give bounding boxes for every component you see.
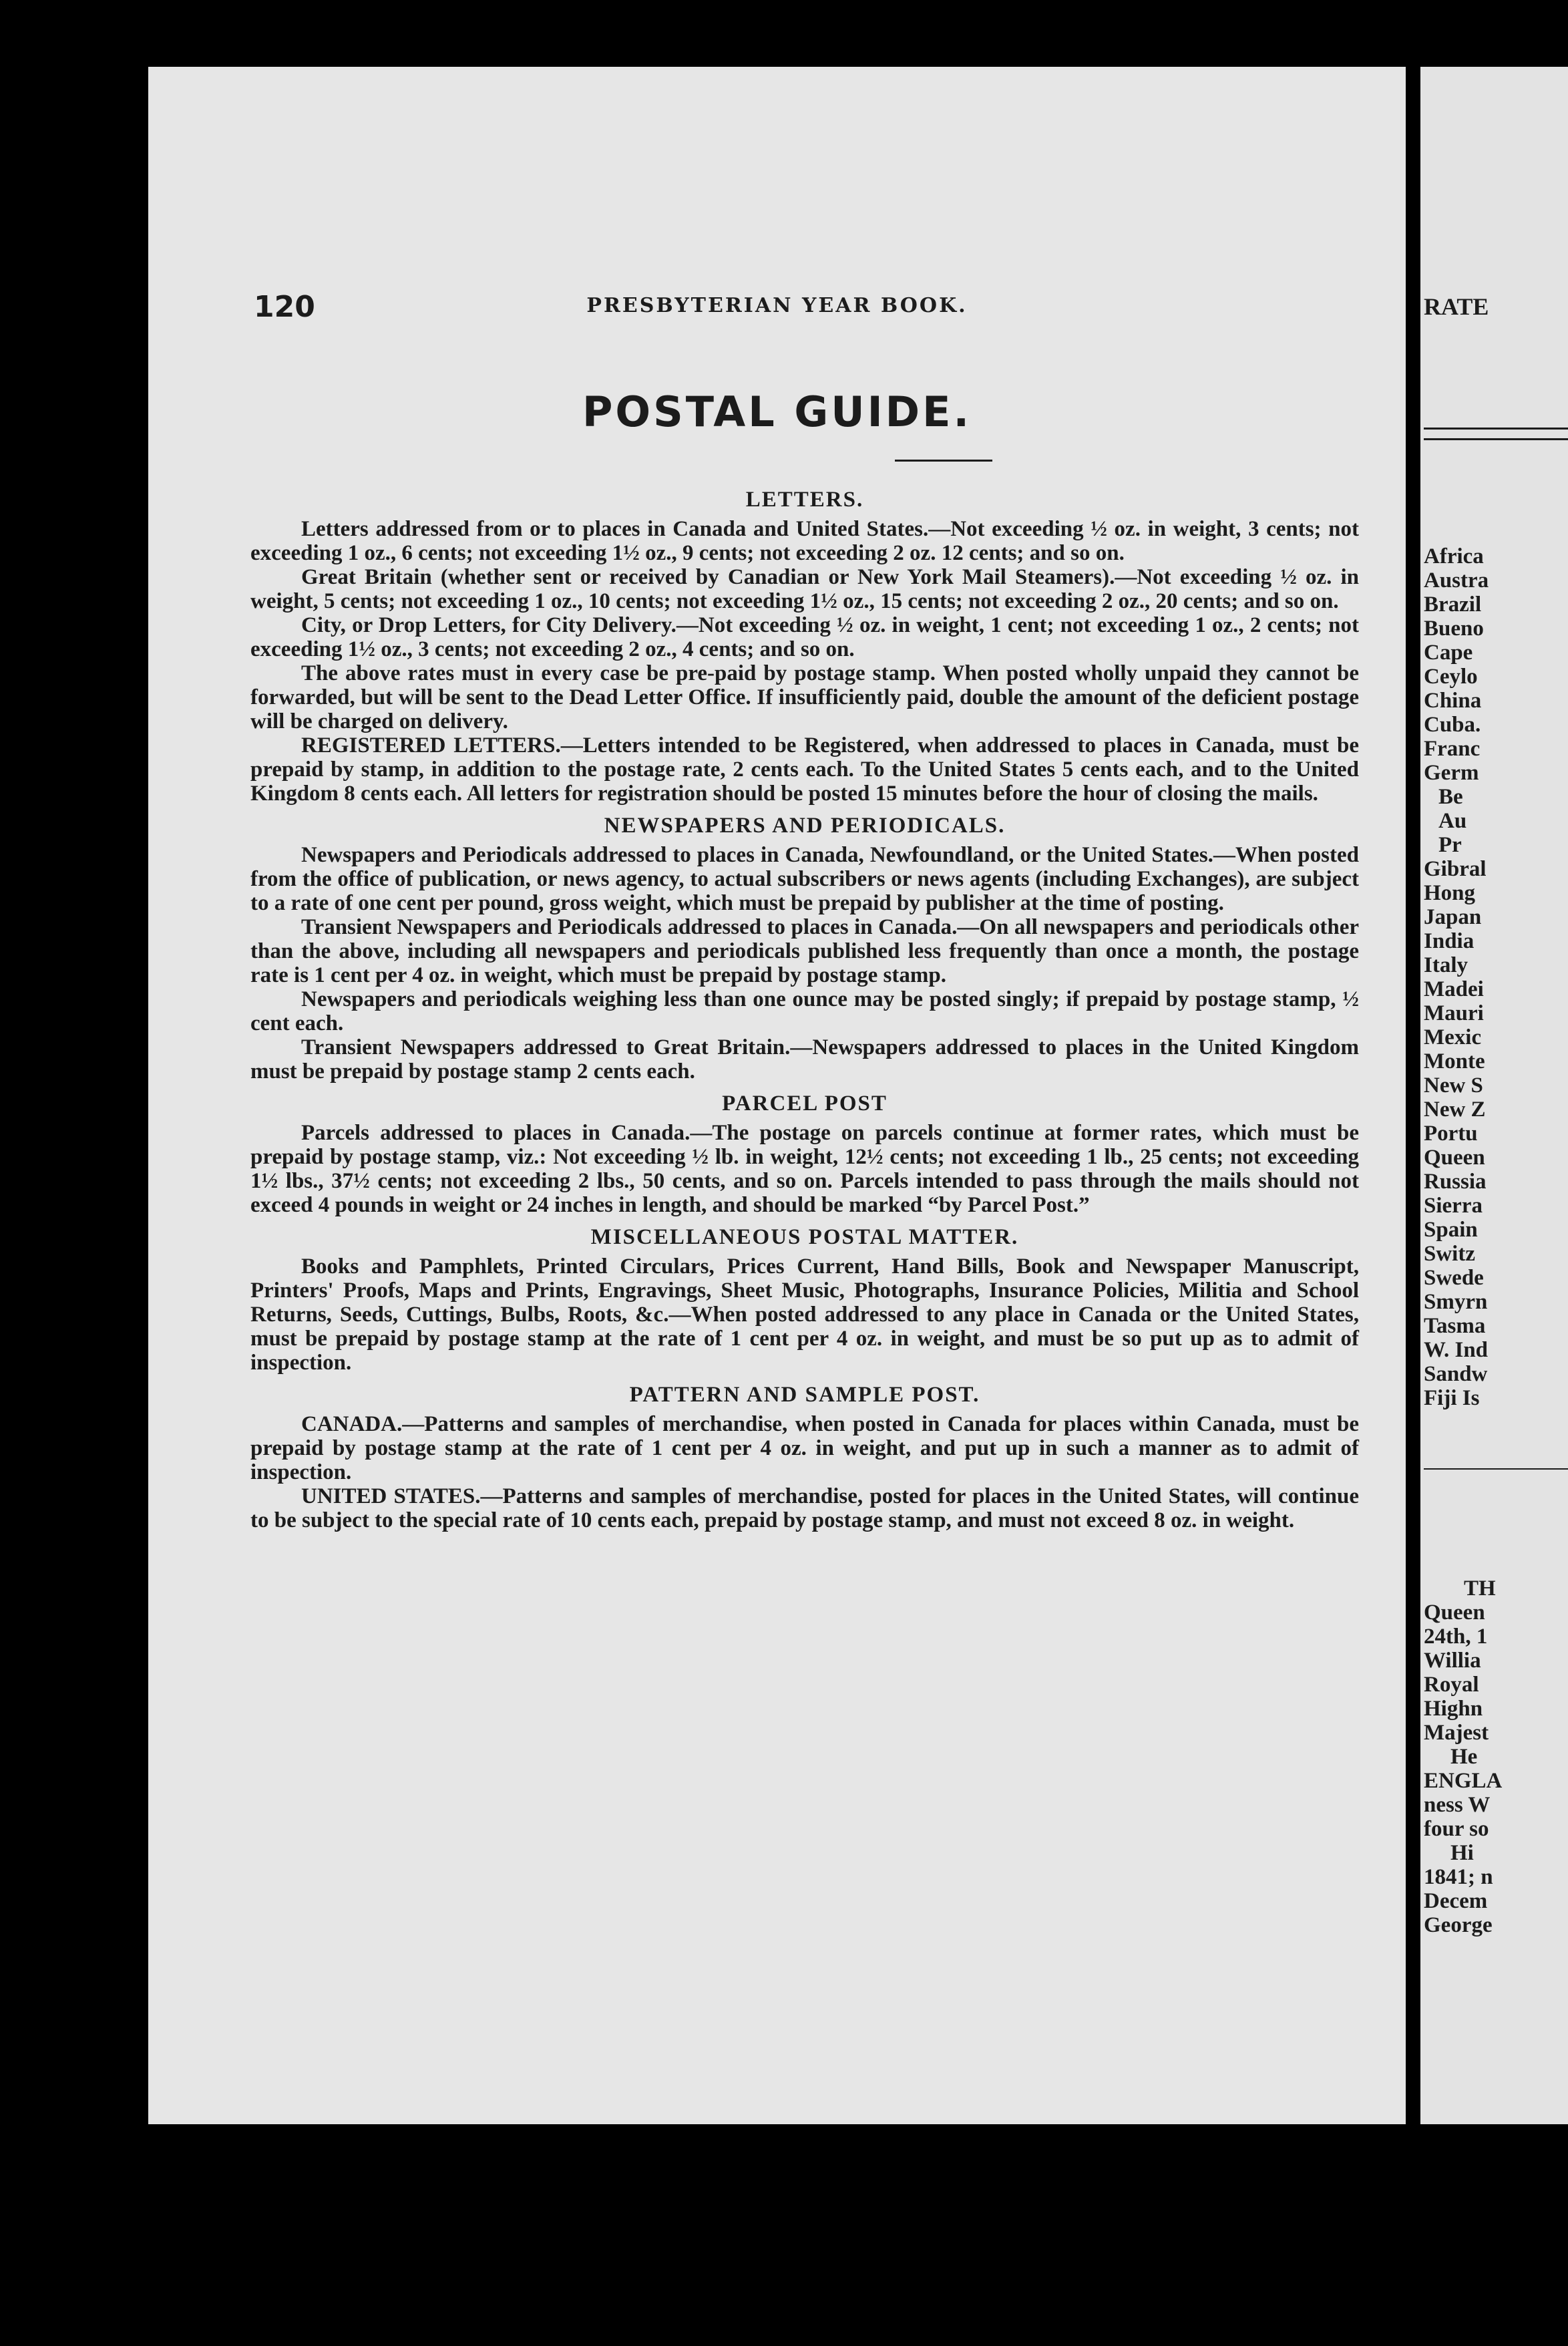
text-line: Queen [1424,1601,1485,1625]
list-item: Austra [1424,568,1489,593]
text-line: Decem [1424,1889,1488,1913]
paragraph: Newspapers and Periodicals addressed to places in Canada, Newfoundland, or the United States.—When posted from the office of publication, or news agency, to actual subscribers or news agents (including Exchanges), are subject to a rate of one cent per pound, gross weight, which must be prepaid by publisher at the time of posting. [250,843,1359,915]
text-line: ENGLA [1424,1769,1503,1793]
list-item: Japan [1424,905,1482,929]
right-page [1420,67,1568,2124]
section-heading-newspapers: NEWSPAPERS AND PERIODICALS. [604,814,1006,838]
list-item: Africa [1424,544,1484,568]
double-rule-bottom [1424,438,1568,440]
section-heading-letters: LETTERS. [745,488,864,512]
list-item: Pr [1438,833,1462,857]
text-line: Hi [1450,1841,1474,1865]
section-heading-misc: MISCELLANEOUS POSTAL MATTER. [590,1225,1019,1249]
text-line: 24th, 1 [1424,1625,1488,1649]
list-item: India [1424,929,1475,953]
text-line: He [1450,1745,1478,1769]
list-item: Fiji Is [1424,1386,1480,1410]
paragraph: REGISTERED LETTERS.—Letters intended to be Registered, when addressed to places in Canada, must be prepaid by stamp, in addition to the postage rate, 2 cents each. To the United States 5 cents each, and to the United Kingdom 8 cents each. All letters for registration should be posted 15 minutes before the hour of closing the mails. [250,733,1359,806]
list-item: Brazil [1424,593,1482,617]
text-line: four so [1424,1817,1489,1841]
paragraph: The above rates must in every case be pre-paid by postage stamp. When posted wholly unpaid they cannot be forwarded, but will be sent to the Dead Letter Office. If insufficiently paid, double the amount of the deficient postage will be charged on delivery. [250,661,1359,733]
double-rule-top [1424,428,1568,430]
left-page [148,67,1406,2124]
list-item: Portu [1424,1122,1478,1146]
list-item: Germ [1424,761,1479,785]
paragraph: Parcels addressed to places in Canada.—The postage on parcels continue at former rates, which must be prepaid by postage stamp, viz.: Not exceeding ½ lb. in weight, 12½ cents; not exceeding 1 lb., 25 cents; not exceeding 1½ lbs., 37½ cents; not exceeding 2 lbs., 50 cents, and so on. Parcels intended to pass through the mails should not exceed 4 pounds in weight or 24 inches in length, and should be marked “by Parcel Post.” [250,1121,1359,1217]
list-item: Bueno [1424,617,1484,641]
running-head: PRESBYTERIAN YEAR BOOK. [586,294,968,317]
list-item: W. Ind [1424,1338,1489,1362]
text-line: ness W [1424,1793,1491,1817]
list-item: Tasma [1424,1314,1486,1338]
text-line: Willia [1424,1649,1481,1673]
paragraph: Great Britain (whether sent or received by Canadian or New York Mail Steamers).—Not exceeding ½ oz. in weight, 5 cents; not exceeding 1 oz., 10 cents; not exceeding 1½ oz., 15 cents; not exceeding 2 oz., 20 cents; and so on. [250,565,1359,613]
section-heading-parcel-post: PARCEL POST [722,1092,888,1116]
section-heading-pattern: PATTERN AND SAMPLE POST. [629,1383,980,1407]
country-list [1424,544,1568,1410]
list-item: Queen [1424,1146,1485,1170]
body-text [250,488,1359,1532]
text-line: George [1424,1913,1493,1937]
list-item: Ceylo [1424,665,1478,689]
paragraph: CANADA.—Patterns and samples of merchandise, when posted in Canada for places within Canada, must be prepaid by postage stamp at the rate of 1 cent per 4 oz. in weight, and put up in such a manner as to admit of inspection. [250,1412,1359,1484]
list-item: China [1424,689,1482,713]
list-item: Russia [1424,1170,1487,1194]
paragraph: Transient Newspapers addressed to Great Britain.—Newspapers addressed to places in the United Kingdom must be prepaid by postage stamp 2 cents each. [250,1035,1359,1083]
list-item: New Z [1424,1098,1486,1122]
paragraph: City, or Drop Letters, for City Delivery.—Not exceeding ½ oz. in weight, 1 cent; not exceeding 1 oz., 2 cents; not exceeding 1½ oz., 3 cents; not exceeding 2 oz., 4 cents; and so on. [250,613,1359,661]
list-item: Italy [1424,953,1468,977]
text-line: TH [1464,1576,1496,1601]
list-item: Switz [1424,1242,1475,1266]
list-item: Smyrn [1424,1290,1488,1314]
list-item: Swede [1424,1266,1484,1290]
list-item: Be [1438,785,1463,809]
list-item: Cuba. [1424,713,1481,737]
list-item: Spain [1424,1218,1478,1242]
paragraph: Newspapers and periodicals weighing less than one ounce may be posted singly; if prepaid by postage stamp, ½ cent each. [250,987,1359,1035]
text-line: Royal [1424,1673,1479,1697]
page-title: POSTAL GUIDE. [582,387,972,436]
list-item: Gibral [1424,857,1487,881]
list-item: Cape [1424,641,1473,665]
list-item: New S [1424,1073,1483,1098]
paragraph: UNITED STATES.—Patterns and samples of merchandise, posted for places in the United States, will continue to be subject to the special rate of 10 cents each, prepaid by postage stamp, and must not exceed 8 oz. in weight. [250,1484,1359,1532]
paragraph: Books and Pamphlets, Printed Circulars, Prices Current, Hand Bills, Book and Newspaper Manuscript, Printers' Proofs, Maps and Prints, Engravings, Sheet Music, Photographs, Insurance Policies, Militia and School Returns, Seeds, Cuttings, Bulbs, Roots, &c.—When posted addressed to any place in Canada or the United States, must be prepaid by postage stamp at the rate of 1 cent per 4 oz. in weight, and must be so put up as to admit of inspection. [250,1254,1359,1375]
right-page-title: RATE [1424,293,1489,320]
list-item: Hong [1424,881,1476,905]
paragraph: Letters addressed from or to places in Canada and United States.—Not exceeding ½ oz. in weight, 3 cents; not exceeding 1 oz., 6 cents; not exceeding 1½ oz., 9 cents; not exceeding 2 oz. 12 cents; and so on. [250,517,1359,565]
list-item: Monte [1424,1049,1485,1073]
page-number: 120 [254,290,315,324]
page-gutter [1406,67,1420,2124]
list-item: Franc [1424,737,1481,761]
paragraph: Transient Newspapers and Periodicals addressed to places in Canada.—On all newspapers and periodicals other than the above, including all newspapers and periodicals published less frequently than once a month, the postage rate is 1 cent per 4 oz. in weight, which must be prepaid by postage stamp. [250,915,1359,987]
list-item: Mexic [1424,1025,1482,1049]
text-line: Highn [1424,1697,1483,1721]
text-line: Majest [1424,1721,1489,1745]
list-item: Sierra [1424,1194,1483,1218]
section-rule [1424,1468,1568,1470]
right-page-text [1424,1576,1568,1937]
list-item: Sandw [1424,1362,1488,1386]
list-item: Mauri [1424,1001,1484,1025]
text-line: 1841; n [1424,1865,1493,1889]
list-item: Au [1438,809,1467,833]
page-header [148,290,1406,330]
title-rule [895,460,992,462]
list-item: Madei [1424,977,1484,1001]
